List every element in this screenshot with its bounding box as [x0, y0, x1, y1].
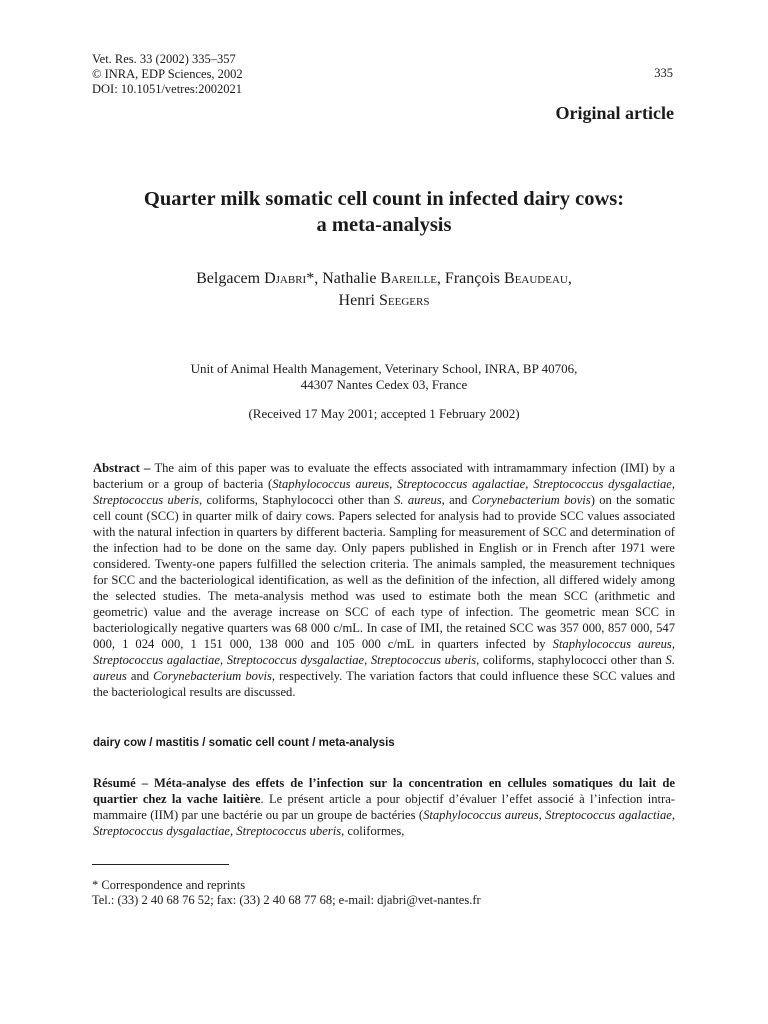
abstract-text: ) on the somatic cell count (SCC) in quarter milk of dairy cows. Papers selected for analysis had to provide SCC values associated with the natural infection in quarters by different bacteria. Sampling for measurement of SCC and determination of the infection had to be done on the same day. Only papers published in English or in French after 1971 were considered. Twenty-one papers fulfilled the selection criteria. The animals sampled, the measurement techniques for SCC and the bacteriological identification, as well as the definition of the infection, all differed widely among the selected studies. The meta-analysis method was used to estimate both the mean SCC (arithmetic and geometric) value and the average increase on SCC of each type of infection. The geometric mean SCC in bacteriologically negative quarters was 68 000 c/mL. In case of IMI, the retained SCC was 357 000, 857 000, 547 000, 1 024 000, 1 151 000, 138 000 and 105 000 c/mL in quarters infected by	[93, 493, 675, 651]
abstract-species: Corynebacterium bovis	[471, 493, 591, 507]
abstract	[93, 460, 675, 700]
title-line-2: a meta-analysis	[316, 214, 452, 236]
abstract-species: S. aureus	[93, 653, 675, 683]
affiliation	[60, 361, 708, 393]
resume-text: , coliformes,	[341, 824, 405, 838]
resume-heading: Résumé – Méta-analyse des effets de l’infection sur la concentration en cellules somatiques du lait de quartier chez la vache laitière	[93, 776, 675, 806]
abstract-text: respectively. The variation factors that could influence these SCC values and the bacteriological results are discussed.	[93, 669, 676, 699]
resume	[93, 775, 675, 839]
authors-line-2	[60, 290, 708, 312]
resume-species: Streptococcus dysgalactiae	[93, 824, 230, 838]
author-separator: ,	[567, 270, 572, 287]
author-1-first: Belgacem	[196, 270, 265, 287]
author-3-last: Beaudeau	[504, 270, 568, 287]
abstract-text: , coliforms, Staphylococci other than	[198, 493, 395, 507]
author-4-last: Seegers	[378, 292, 430, 309]
received-dates: (Received 17 May 2001; accepted 1 February 2002)	[248, 406, 520, 421]
affiliation-line-1: Unit of Animal Health Management, Veterinary School, INRA, BP 40706,	[190, 361, 578, 376]
author-2-first: Nathalie	[322, 270, 381, 287]
abstract-label: Abstract –	[93, 461, 155, 475]
resume-species: Staphylococcus aureus	[423, 808, 539, 822]
author-4-first: Henri	[338, 292, 379, 309]
resume-text: ,	[671, 808, 676, 822]
author-list	[60, 268, 708, 312]
title-line-1: Quarter milk somatic cell count in infected dairy cows:	[143, 188, 625, 210]
paper-title	[60, 186, 708, 238]
authors-line-1	[60, 268, 708, 290]
resume-species: Streptococcus agalactiae	[545, 808, 672, 822]
abstract-species: Staphylococcus aureus, Streptococcus agalactiae, Streptococcus dysgalactiae, Streptococcus uberis,	[93, 637, 675, 667]
author-separator: ,	[436, 270, 445, 287]
abstract-species: Staphylococcus aureus, Streptococcus agalactiae, Streptococcus dysgalactiae, Streptococcus uberis	[93, 477, 675, 507]
keywords: dairy cow / mastitis / somatic cell count / meta-analysis	[93, 737, 395, 749]
abstract-species: Corynebacterium bovis,	[153, 669, 276, 683]
abstract-text: The aim of this paper was to evaluate the effects associated with intramammary infection (IMI) by a bacterium or a group of bacteria (	[93, 461, 675, 491]
resume-text: ,	[538, 808, 546, 822]
footnote-divider	[92, 864, 229, 865]
page-number: 335	[654, 66, 673, 80]
resume-species: Streptococcus uberis	[236, 824, 342, 838]
abstract-text: coliforms, staphylococci other than	[479, 653, 666, 667]
copyright-line: © INRA, EDP Sciences, 2002	[92, 67, 243, 81]
affiliation-line-2: 44307 Nantes Cedex 03, France	[300, 377, 468, 392]
footnote-line-2: Tel.: (33) 2 40 68 76 52; fax: (33) 2 40 68 77 68; e-mail: djabri@vet-nantes.fr	[92, 893, 481, 907]
author-1-mark: *,	[306, 270, 323, 287]
author-1-last: Djabri	[264, 270, 307, 287]
footnote	[92, 878, 481, 908]
abstract-text: , and	[441, 493, 472, 507]
journal-line: Vet. Res. 33 (2002) 335–357	[92, 52, 236, 66]
footnote-line-1: * Correspondence and reprints	[92, 878, 246, 892]
author-2-last: Bareille	[380, 270, 437, 287]
article-type: Original article	[555, 103, 674, 123]
resume-text: ,	[229, 824, 237, 838]
journal-citation	[92, 52, 243, 97]
resume-text: . Le présent article a pour objectif d’évaluer l’effet associé à l’infection intra-mammaire (IIM) par une bactérie ou par un groupe de bactéries (	[93, 792, 676, 822]
abstract-text: and	[126, 669, 154, 683]
abstract-species: S. aureus	[394, 493, 442, 507]
doi-line: DOI: 10.1051/vetres:2002021	[92, 82, 242, 96]
author-3-first: François	[444, 270, 505, 287]
